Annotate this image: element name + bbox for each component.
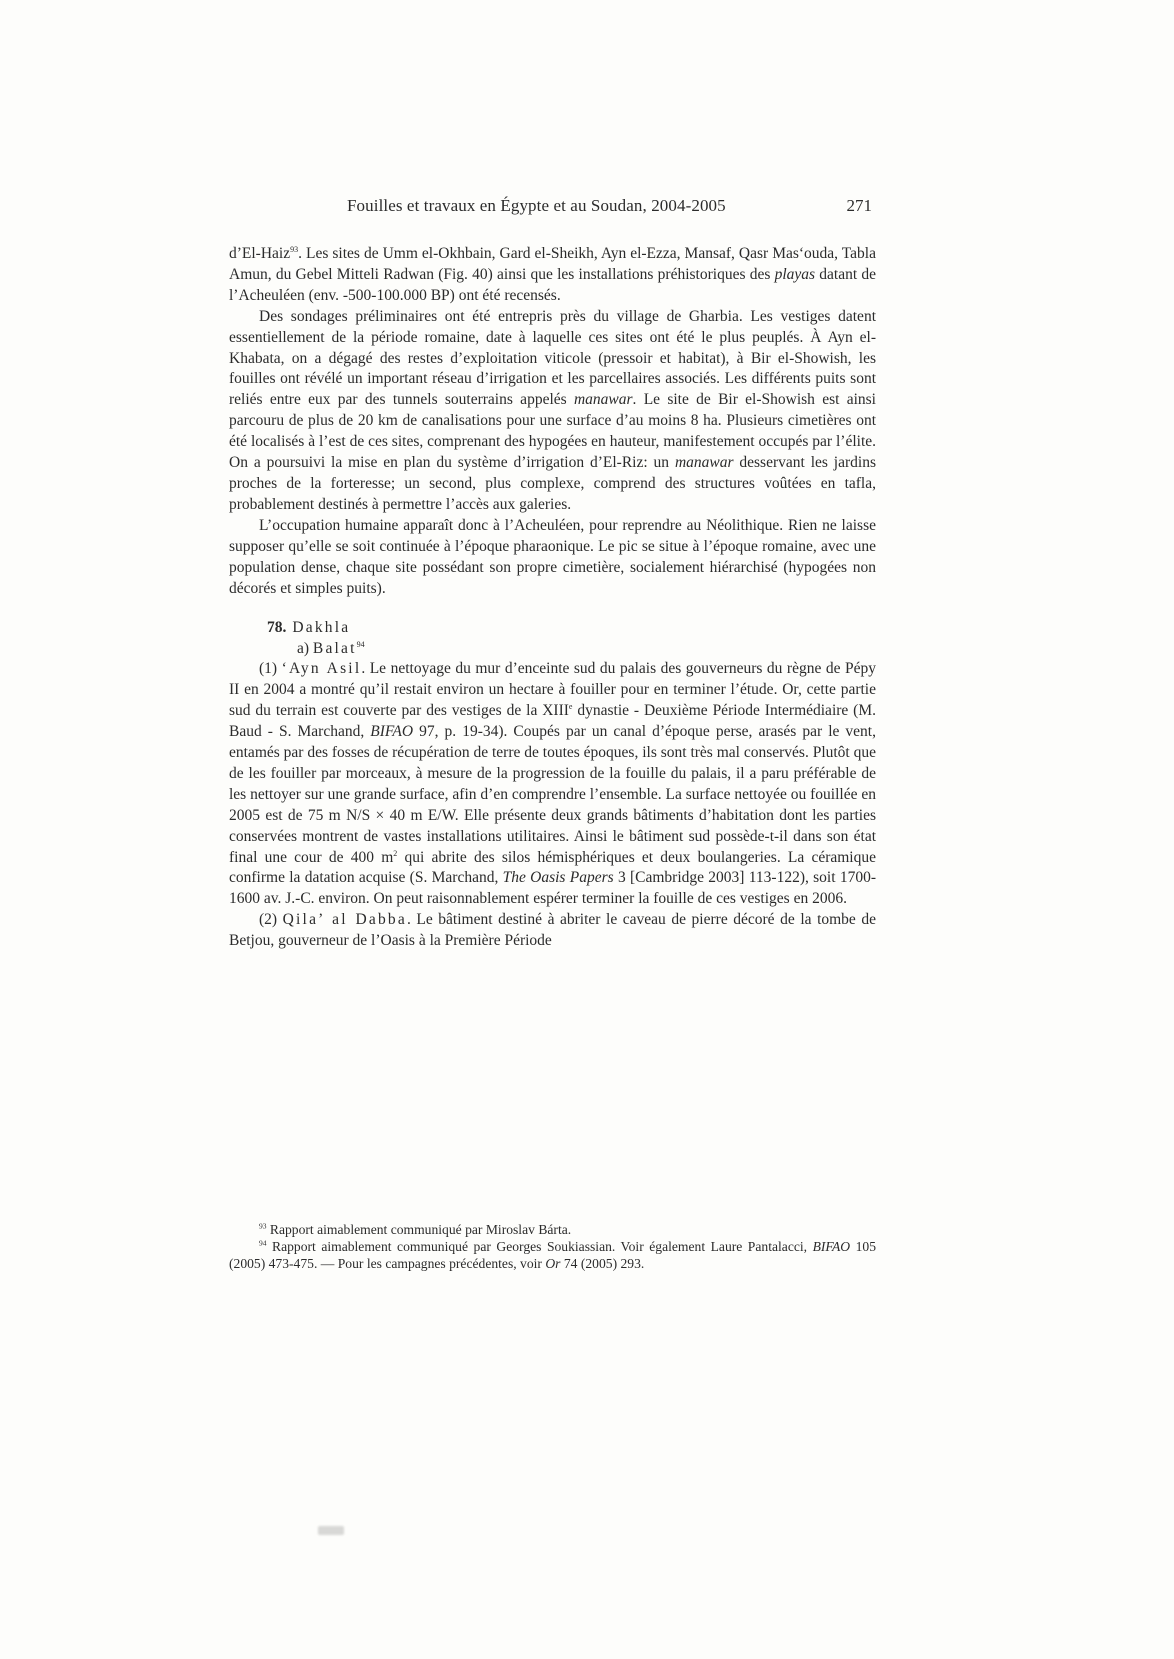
section-heading: [229, 617, 876, 638]
section-title: Dakhla: [292, 619, 351, 637]
item-number: (2): [259, 911, 278, 929]
italic-term: The Oasis Papers: [502, 869, 614, 887]
footnote-text: 74 (2005) 293.: [560, 1256, 645, 1271]
footnotes: [229, 1221, 876, 1272]
footnote: [229, 1221, 876, 1238]
footnote-ref: 93: [290, 244, 299, 254]
text-run: d’El-Haiz: [229, 245, 291, 262]
subsection-heading: [297, 638, 876, 659]
page-body: [229, 196, 876, 952]
site-name: ‘Ayn Asil: [281, 660, 362, 678]
text-run: . Les sites de Umm el-Okhbain, Gard el-Sheikh, Ayn el-Ezza, Mansaf, Qasr Mas‘ouda, Tabla Amun, du Gebel Mitteli Radwan (Fig. 40) ainsi que les installations préhistoriques des: [229, 245, 876, 283]
text-run: datant de l’Acheuléen (env. -500-100.000 BP) ont été recensés.: [229, 265, 876, 304]
footnote-text: Rapport aimablement communiqué par Georges Soukiassian. Voir également Laure Pantalacci,: [272, 1239, 813, 1254]
text-run: . Le bâtiment destiné à abriter le caveau de pierre décoré de la tombe de Betjou, gouverneur de l’Oasis à la Première Période: [229, 911, 877, 950]
footnote-mark: 94: [259, 1238, 267, 1248]
text-run: dynastie - Deuxième Période Intermédiaire (M. Baud - S. Marchand,: [229, 702, 877, 741]
italic-term: Or: [545, 1256, 561, 1271]
italic-term: manawar: [674, 454, 734, 472]
site-name: Qila’ al Dabba: [282, 911, 407, 929]
superscript: 2: [393, 848, 398, 858]
superscript: e: [568, 702, 573, 712]
footnote-mark: 93: [259, 1221, 267, 1231]
paragraph: [229, 910, 876, 952]
italic-term: manawar: [573, 391, 633, 409]
text-run: 3 [Cambridge 2003] 113-122), soit 1700-1600 av. J.-C. environ. On peut raisonnablement espérer terminer la fouille de ces vestiges en 2006.: [229, 869, 876, 908]
footnote: [229, 1238, 876, 1272]
subsection-label: a): [297, 640, 310, 658]
page-number: 271: [846, 196, 872, 215]
main-text: [229, 244, 876, 952]
footnote-ref: 94: [356, 640, 365, 650]
section-number: 78.: [267, 619, 287, 637]
text-run: qui abrite des silos hémisphériques et deux boulangeries. La céramique confirme la datation acquise (S. Marchand,: [229, 848, 876, 887]
italic-term: BIFAO: [812, 1239, 851, 1254]
text-run: 97, p. 19-34). Coupés par un canal d’époque perse, arasés par le vent, entamés par des fosses de récupération de terre de toutes époques, ils sont très mal conservés. Plutôt que de les fouiller par morceaux, à mesure de la progression de la fouille du palais, il a paru préférable de les nettoyer sur une grande surface, afin d’en comprendre l’ensemble. La surface nettoyée ou fouillée en 2005 est de 75 m N/S × 40 m E/W. Elle présente deux grands bâtiments d’habitation dont les parties conservées montrent de vastes installations utilitaires. Ainsi le bâtiment sud possède-t-il dans son état final une cour de 400 m: [229, 723, 876, 866]
text-run: . Le nettoyage du mur d’enceinte sud du palais des gouverneurs du règne de Pépy II en 2004 a montré qu’il restait environ un hectare à fouiller pour en terminer l’étude. Or, cette partie sud du terrain est couverte par des vestiges de la XIII: [229, 660, 877, 720]
scan-smudge: [318, 1526, 344, 1535]
paragraph: [229, 307, 876, 516]
paragraph-continued: [229, 244, 876, 307]
running-head: [229, 196, 876, 226]
item-number: (1): [259, 660, 278, 678]
footnote-text: 105 (2005) 473-475. — Pour les campagnes précédentes, voir: [229, 1239, 876, 1271]
running-title: Fouilles et travaux en Égypte et au Soudan, 2004-2005: [347, 196, 726, 215]
text-run: desservant les jardins proches de la forteresse; un second, plus complexe, comprend des structures voûtées en tafla, probablement destinés à permettre l’accès aux galeries.: [229, 454, 876, 513]
paragraph: [229, 659, 876, 910]
footnote-text: Rapport aimablement communiqué par Miroslav Bárta.: [269, 1222, 572, 1237]
text-run: Des sondages préliminaires ont été entrepris près du village de Gharbia. Les vestiges datent essentiellement de la période romaine, date à laquelle ces sites ont été le plus peuplés. À Ayn el-Khabata, on a dégagé des restes d’exploitation viticole (pressoir et habitat), à Bir el-Showish, les fouilles ont révélé un important réseau d’irrigation et les parcellaires associés. Les différents puits sont reliés entre eux par des tunnels souterrains appelés: [229, 307, 876, 409]
paragraph: L’occupation humaine apparaît donc à l’Acheuléen, pour reprendre au Néolithique. Rien ne laisse supposer qu’elle se soit continuée à l’époque pharaonique. Le pic se situe à l’époque romaine, avec une population dense, chaque site possédant son propre cimetière, socialement hiérarchisé (hypogées non décorés et simples puits).: [229, 516, 876, 597]
italic-term: playas: [774, 265, 816, 283]
text-run: . Le site de Bir el-Showish est ainsi parcouru de plus de 20 km de canalisations pour une surface d’au moins 8 ha. Plusieurs cimetières ont été localisés à l’est de ces sites, comprenant des hypogées en hauteur, manifestement occupés par l’élite. On a poursuivi la mise en plan du système d’irrigation d’El-Riz: un: [229, 391, 876, 472]
subsection-title: Balat: [312, 640, 357, 658]
italic-term: BIFAO: [370, 723, 414, 741]
